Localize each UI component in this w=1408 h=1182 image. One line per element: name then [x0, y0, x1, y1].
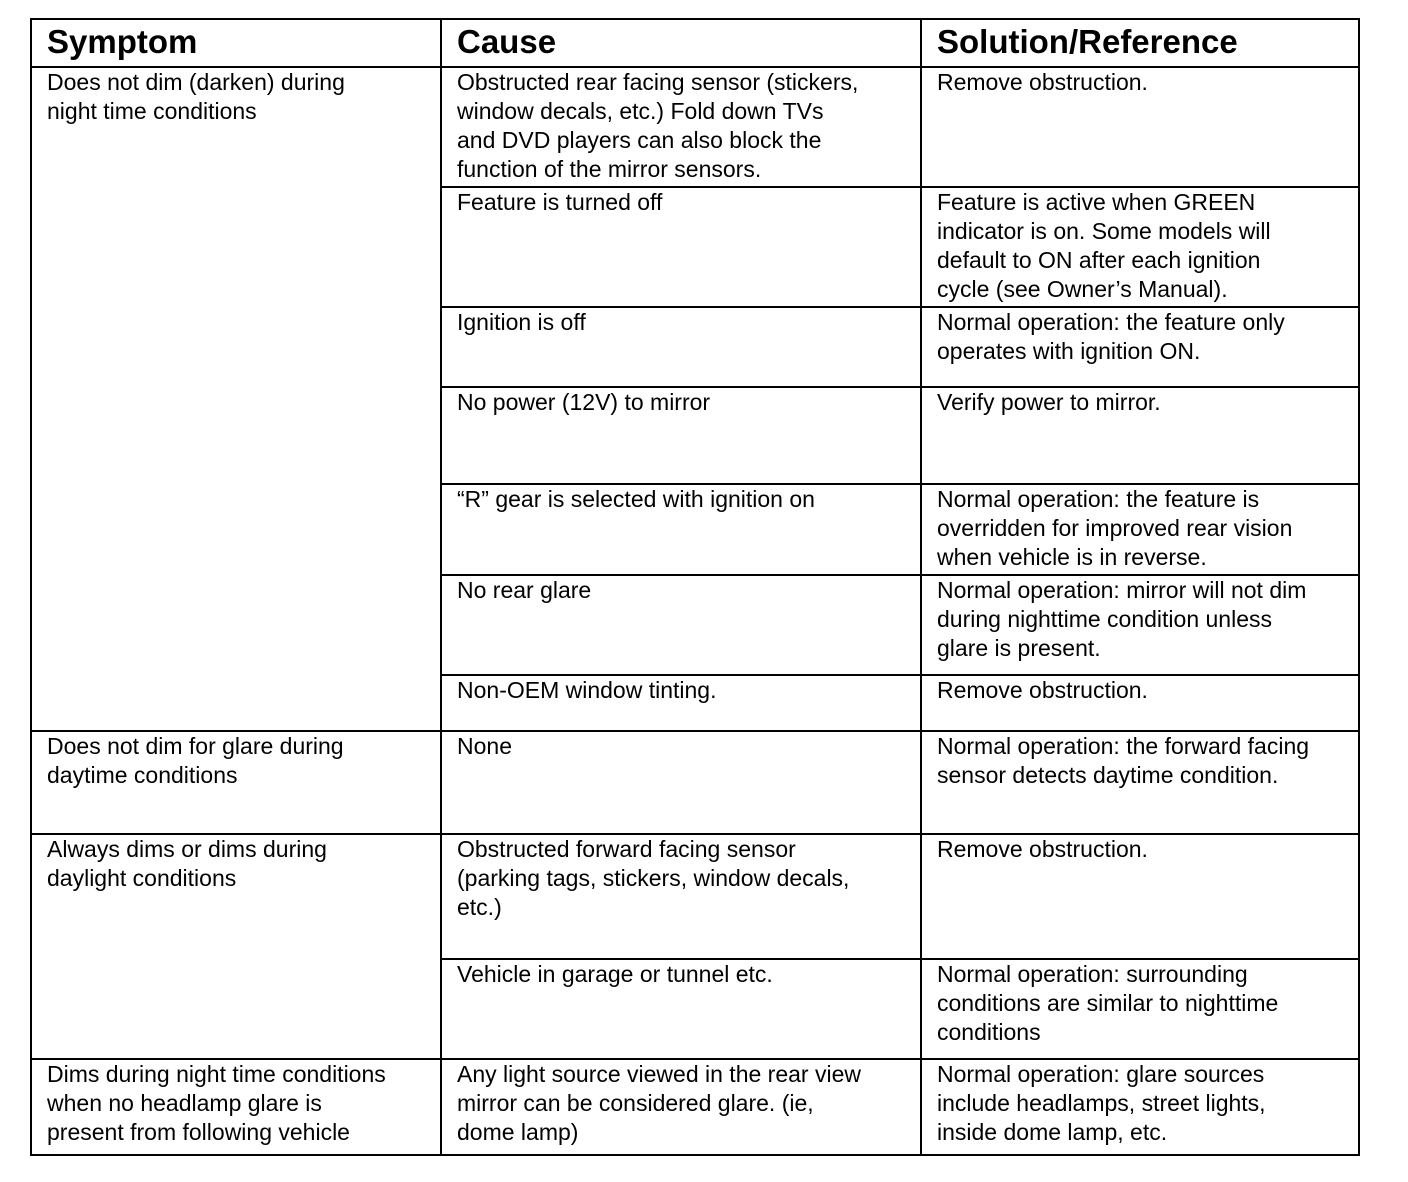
header-row [31, 19, 1359, 67]
cause-text: Non-OEM window tinting. [457, 677, 717, 703]
solution-text: Normal operation: the forward facing sensor detects daytime condition. [937, 733, 1310, 788]
table-row [31, 67, 1359, 187]
solution-cell [921, 484, 1359, 575]
solution-cell [921, 675, 1359, 731]
cause-text: Feature is turned off [457, 189, 663, 215]
troubleshooting-table [30, 18, 1360, 1156]
cause-cell [441, 484, 921, 575]
cause-text: Obstructed forward facing sensor (parking tags, stickers, window decals, etc.) [457, 836, 850, 920]
solution-cell [921, 731, 1359, 834]
solution-text: Normal operation: mirror will not dim during nighttime condition unless glare is present. [937, 577, 1307, 661]
symptom-text: Does not dim for glare during daytime conditions [47, 733, 344, 788]
cause-text: Obstructed rear facing sensor (stickers, window decals, etc.) Fold down TVs and DVD players can also block the function of the mirror sensors. [457, 69, 859, 182]
solution-text: Remove obstruction. [937, 69, 1148, 95]
cause-cell [441, 575, 921, 675]
cause-cell [441, 307, 921, 387]
cause-text: No power (12V) to mirror [457, 389, 711, 415]
cause-text: Vehicle in garage or tunnel etc. [457, 961, 773, 987]
symptom-cell [31, 1059, 441, 1155]
solution-text: Verify power to mirror. [937, 389, 1161, 415]
cause-cell [441, 959, 921, 1059]
solution-text: Remove obstruction. [937, 677, 1148, 703]
solution-cell [921, 187, 1359, 307]
header-solution: Solution/Reference [921, 19, 1359, 67]
table-row [31, 1059, 1359, 1155]
solution-cell [921, 575, 1359, 675]
symptom-cell [31, 67, 441, 731]
solution-cell [921, 1059, 1359, 1155]
cause-cell [441, 675, 921, 731]
symptom-cell [31, 731, 441, 834]
cause-cell [441, 187, 921, 307]
cause-text: Ignition is off [457, 309, 586, 335]
header-cause: Cause [441, 19, 921, 67]
solution-cell [921, 67, 1359, 187]
symptom-text: Dims during night time conditions when no headlamp glare is present from following vehicle [47, 1061, 386, 1145]
cause-cell [441, 1059, 921, 1155]
solution-text: Normal operation: the feature is overridden for improved rear vision when vehicle is in reverse. [937, 486, 1293, 570]
cause-text: None [457, 733, 512, 759]
table-row [31, 834, 1359, 959]
symptom-text: Always dims or dims during daylight conditions [47, 836, 327, 891]
cause-text: Any light source viewed in the rear view mirror can be considered glare. (ie, dome lamp) [457, 1061, 861, 1145]
cause-text: No rear glare [457, 577, 592, 603]
symptom-cell [31, 834, 441, 1059]
cause-cell [441, 731, 921, 834]
cause-cell [441, 387, 921, 484]
cause-cell [441, 834, 921, 959]
header-symptom: Symptom [31, 19, 441, 67]
solution-text: Normal operation: glare sources include headlamps, street lights, inside dome lamp, etc. [937, 1061, 1266, 1145]
solution-text: Feature is active when GREEN indicator is on. Some models will default to ON after each ignition cycle (see Owner’s Manual). [937, 189, 1271, 302]
table-row [31, 731, 1359, 834]
cause-text: “R” gear is selected with ignition on [457, 486, 815, 512]
solution-cell [921, 307, 1359, 387]
solution-cell [921, 959, 1359, 1059]
solution-text: Remove obstruction. [937, 836, 1148, 862]
symptom-text: Does not dim (darken) during night time conditions [47, 69, 345, 124]
solution-cell [921, 387, 1359, 484]
solution-text: Normal operation: the feature only operates with ignition ON. [937, 309, 1285, 364]
solution-cell [921, 834, 1359, 959]
solution-text: Normal operation: surrounding conditions are similar to nighttime conditions [937, 961, 1279, 1045]
cause-cell [441, 67, 921, 187]
